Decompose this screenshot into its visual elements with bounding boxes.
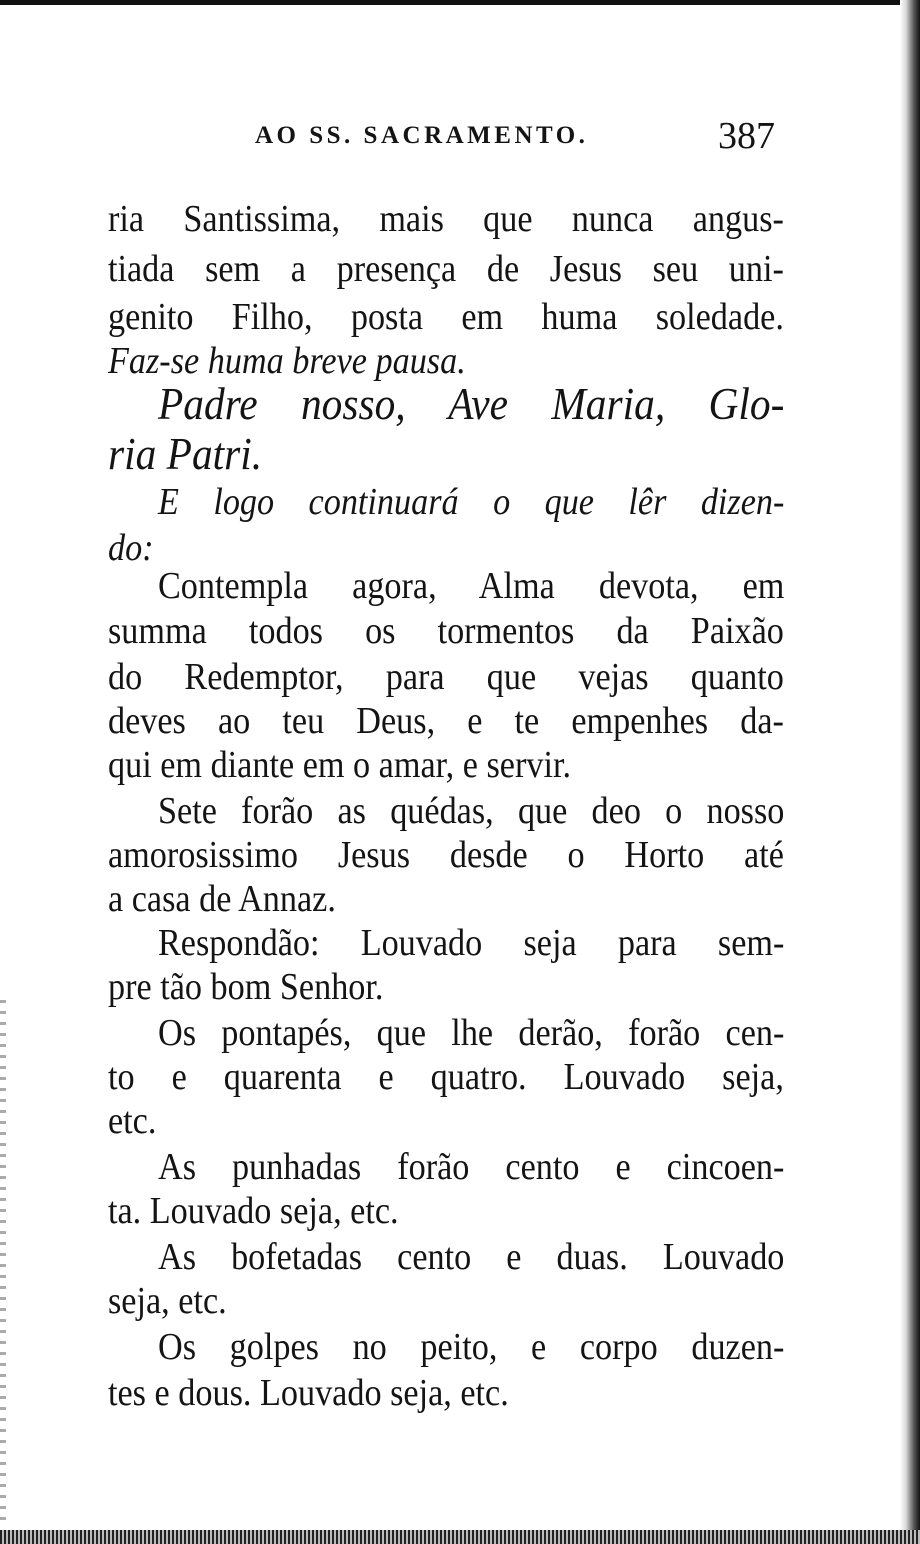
text-line: tes e dous. Louvado seja, etc. bbox=[108, 1372, 509, 1414]
running-head bbox=[255, 115, 775, 158]
page-top-edge bbox=[0, 0, 920, 5]
text-line: pre tão bom Senhor. bbox=[108, 966, 384, 1008]
running-title: AO SS. SACRAMENTO. bbox=[255, 122, 589, 149]
text-line: to e quarenta e quatro. Louvado seja, bbox=[108, 1056, 784, 1098]
page-right-edge-shadow bbox=[900, 0, 920, 1544]
text-line: summa todos os tormentos da Paixão bbox=[108, 610, 784, 652]
text-line: genito Filho, posta em huma soledade. bbox=[108, 296, 784, 338]
rubric-line: do: bbox=[108, 527, 154, 569]
text-line: deves ao teu Deus, e te empenhes da- bbox=[108, 700, 784, 742]
text-line: seja, etc. bbox=[108, 1280, 227, 1322]
prayer-line: ria Patri. bbox=[108, 428, 263, 479]
text-line: etc. bbox=[108, 1100, 157, 1142]
page-bottom-edge bbox=[0, 1530, 920, 1544]
text-line: ta. Louvado seja, etc. bbox=[108, 1190, 399, 1232]
page-number: 387 bbox=[718, 115, 775, 157]
text-line: Sete forão as quédas, que deo o nosso bbox=[158, 790, 785, 832]
rubric-line: Faz-se huma breve pausa. bbox=[108, 340, 466, 382]
text-line: do Redemptor, para que vejas quanto bbox=[108, 656, 784, 698]
text-line: amorosissimo Jesus desde o Horto até bbox=[108, 834, 784, 876]
text-line: tiada sem a presença de Jesus seu uni- bbox=[108, 248, 784, 290]
text-line: ria Santissima, mais que nunca angus- bbox=[108, 198, 784, 240]
response-line: Respondão: Louvado seja para sem- bbox=[158, 922, 785, 964]
text-line: qui em diante em o amar, e servir. bbox=[108, 744, 572, 786]
text-line: Contempla agora, Alma devota, em bbox=[158, 565, 785, 607]
rubric-line: E logo continuará o que lêr dizen- bbox=[158, 481, 785, 523]
text-line: Os pontapés, que lhe derão, forão cen- bbox=[158, 1012, 785, 1054]
text-line: As punhadas forão cento e cincoen- bbox=[158, 1146, 785, 1188]
prayer-line: Padre nosso, Ave Maria, Glo- bbox=[158, 378, 785, 429]
text-line: a casa de Annaz. bbox=[108, 878, 336, 920]
text-line: As bofetadas cento e duas. Louvado bbox=[158, 1236, 785, 1278]
page-left-edge-specks bbox=[0, 1000, 6, 1520]
text-line: Os golpes no peito, e corpo duzen- bbox=[158, 1326, 785, 1368]
